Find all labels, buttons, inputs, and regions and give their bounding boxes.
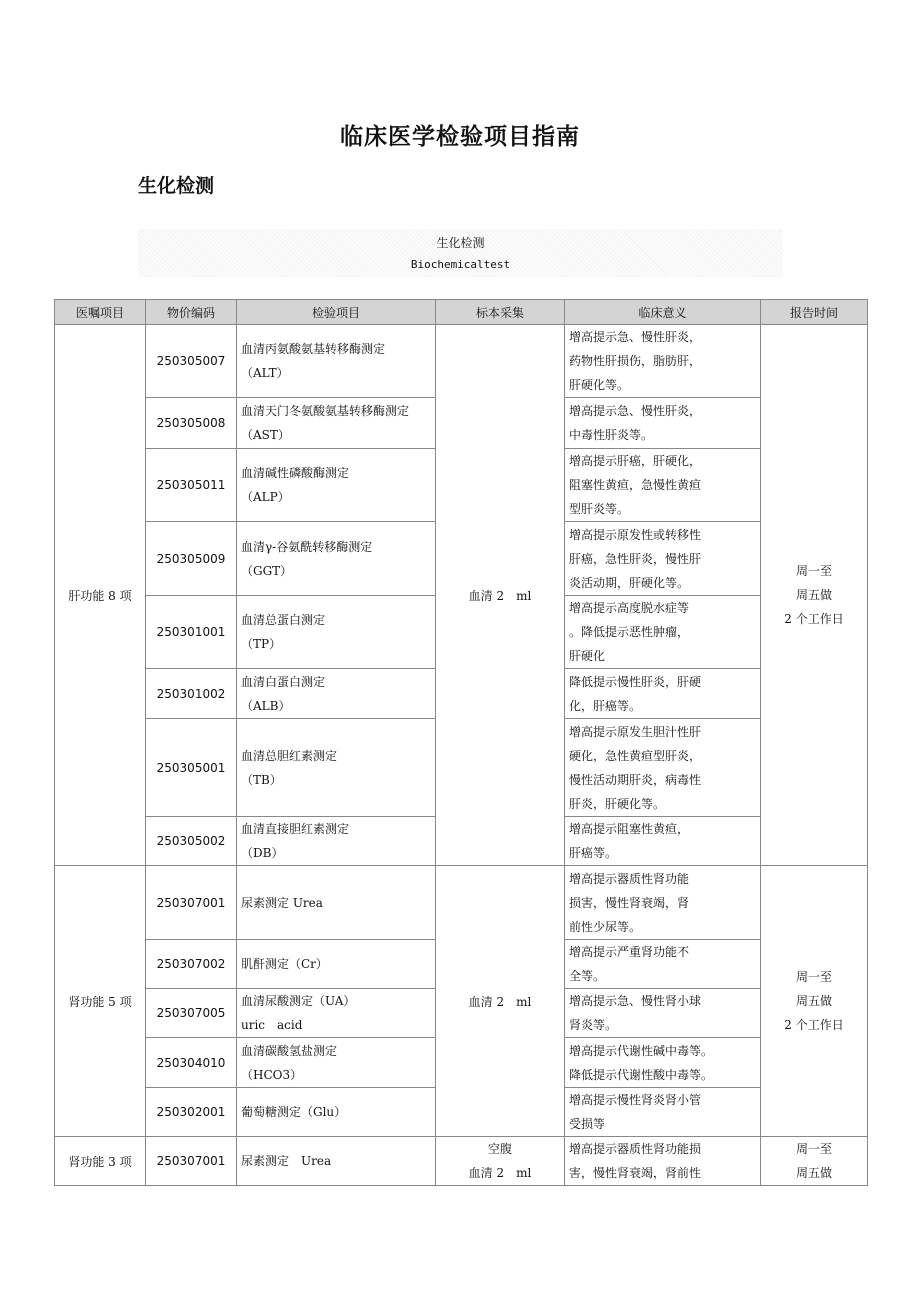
test-item-line: 血清天门冬氨酸氨基转移酶测定 — [241, 404, 410, 418]
clinical-meaning-cell — [565, 522, 761, 596]
meaning-line: 受损等 — [569, 1117, 606, 1131]
meaning-line: 增高提示高度脱水症等 — [569, 601, 690, 615]
test-item-cell — [237, 596, 436, 669]
clinical-meaning-cell — [565, 1088, 761, 1137]
meaning-line: 增高提示肝癌，肝硬化， — [569, 454, 702, 468]
meaning-line: 增高提示原发性或转移性 — [569, 527, 702, 542]
meaning-line: 阻塞性黄疸，急慢性黄疸 — [569, 478, 702, 492]
test-item-line: 血清碱性磷酸酶测定 — [241, 466, 350, 480]
header-cell: 标本采集 — [436, 300, 565, 325]
banner-title: 生化检测 — [436, 236, 485, 250]
clinical-meaning-cell — [565, 449, 761, 522]
test-item-line: 血清γ-谷氨酰转移酶测定 — [241, 539, 373, 554]
meaning-line: 增高提示慢性肾炎肾小管 — [569, 1093, 702, 1107]
meaning-line: 增高提示急、慢性肝炎， — [569, 404, 702, 418]
test-item-cell — [237, 669, 436, 719]
price-code-cell: 250307005 — [146, 989, 237, 1038]
test-item-line: 血清丙氨酸氨基转移酶测定 — [241, 342, 386, 356]
report-time-line: 周五做 — [795, 994, 832, 1008]
test-item-line: 血清总蛋白测定 — [241, 613, 326, 627]
meaning-line: 炎活动期，肝硬化等。 — [569, 575, 690, 590]
test-item-line: 葡萄糖测定（Glu） — [241, 1105, 347, 1119]
test-item-line: uric acid — [241, 1018, 303, 1032]
test-item-line: （TB） — [241, 772, 282, 787]
price-code-cell: 250304010 — [146, 1038, 237, 1088]
report-time-line: 周一至 — [795, 564, 832, 578]
price-code-cell: 250301002 — [146, 669, 237, 719]
specimen-cell — [436, 1137, 565, 1186]
table-row — [55, 866, 868, 940]
meaning-line: 增高提示器质性肾功能 — [569, 871, 690, 886]
header-cell: 报告时间 — [761, 300, 868, 325]
meaning-line: 慢性活动期肝炎，病毒性 — [569, 772, 702, 787]
meaning-line: 降低提示代谢性酸中毒等。 — [569, 1067, 714, 1082]
meaning-line: 肾炎等。 — [569, 1018, 618, 1032]
meaning-line: 肝硬化等。 — [569, 378, 630, 392]
price-code-cell: 250305011 — [146, 449, 237, 522]
report-time-cell — [761, 325, 868, 866]
test-item-cell — [237, 449, 436, 522]
meaning-line: 损害，慢性肾衰竭，肾 — [569, 895, 690, 910]
price-code-cell: 250305008 — [146, 398, 237, 449]
meaning-line: 硬化，急性黄疸型肝炎， — [569, 748, 702, 763]
test-item-cell — [237, 1137, 436, 1186]
test-table — [54, 299, 868, 1186]
table-row — [55, 325, 868, 398]
meaning-line: 肝癌等。 — [569, 846, 618, 860]
test-item-cell — [237, 1038, 436, 1088]
meaning-line: 降低提示慢性肝炎，肝硬 — [569, 674, 702, 689]
test-item-line: 血清直接胆红素测定 — [241, 822, 350, 836]
test-item-line: 血清碳酸氢盐测定 — [241, 1043, 338, 1058]
report-time-line: 周一至 — [795, 970, 832, 984]
order-item-cell: 肾功能 5 项 — [55, 866, 146, 1137]
header-cell: 检验项目 — [237, 300, 436, 325]
banner-subtitle: Biochemicaltest — [410, 258, 511, 271]
meaning-line: 增高提示器质性肾功能损 — [569, 1142, 702, 1156]
meaning-line: 全等。 — [569, 969, 606, 983]
section-banner — [138, 229, 783, 277]
header-cell: 临床意义 — [565, 300, 761, 325]
test-item-line: 血清尿酸测定（UA） — [241, 994, 356, 1008]
clinical-meaning-cell — [565, 817, 761, 866]
test-item-line: （DB） — [241, 846, 284, 860]
specimen-cell: 血清 2 ml — [436, 866, 565, 1137]
meaning-line: 增高提示严重肾功能不 — [569, 945, 690, 959]
test-item-line: （HCO3） — [241, 1067, 303, 1082]
clinical-meaning-cell — [565, 596, 761, 669]
report-time-line: 2 个工作日 — [784, 612, 844, 626]
meaning-line: 化，肝癌等。 — [569, 698, 642, 713]
test-item-cell — [237, 817, 436, 866]
clinical-meaning-cell — [565, 866, 761, 940]
clinical-meaning-cell — [565, 989, 761, 1038]
clinical-meaning-cell — [565, 398, 761, 449]
price-code-cell: 250305007 — [146, 325, 237, 398]
specimen-line: 血清 2 ml — [468, 1166, 532, 1180]
meaning-line: 药物性肝损伤，脂肪肝， — [569, 354, 702, 368]
meaning-line: 型肝炎等。 — [569, 502, 630, 516]
order-item-cell: 肾功能 3 项 — [55, 1137, 146, 1186]
meaning-line: 增高提示原发生胆汁性肝 — [569, 724, 702, 739]
test-item-line: 尿素测定 Urea — [241, 1154, 332, 1168]
test-item-line: 肌酐测定（Cr） — [241, 957, 328, 971]
test-item-line: （GGT） — [241, 563, 293, 578]
test-item-cell — [237, 522, 436, 596]
test-item-cell — [237, 398, 436, 449]
test-item-line: （ALT） — [241, 366, 289, 380]
test-item-cell — [237, 719, 436, 817]
test-item-cell — [237, 940, 436, 989]
meaning-line: 增高提示阻塞性黄疸， — [569, 822, 690, 836]
meaning-line: 害，慢性肾衰竭，肾前性 — [569, 1166, 702, 1180]
meaning-line: 肝炎，肝硬化等。 — [569, 796, 666, 811]
report-time-line: 周一至 — [795, 1142, 832, 1156]
meaning-line: 增高提示急、慢性肝炎， — [569, 330, 702, 344]
price-code-cell: 250307001 — [146, 1137, 237, 1186]
price-code-cell: 250305009 — [146, 522, 237, 596]
header-cell: 物价编码 — [146, 300, 237, 325]
clinical-meaning-cell — [565, 1038, 761, 1088]
section-title: 生化检测 — [138, 175, 215, 197]
test-item-cell — [237, 325, 436, 398]
header-cell: 医嘱项目 — [55, 300, 146, 325]
test-item-line: 血清白蛋白测定 — [241, 674, 326, 689]
price-code-cell: 250307001 — [146, 866, 237, 940]
meaning-line: 增高提示代谢性碱中毒等。 — [569, 1043, 714, 1058]
clinical-meaning-cell — [565, 325, 761, 398]
document-title: 临床医学检验项目指南 — [340, 124, 580, 150]
meaning-line: 前性少尿等。 — [569, 919, 642, 934]
report-time-line: 周五做 — [795, 588, 832, 602]
clinical-meaning-cell — [565, 719, 761, 817]
table-body — [55, 325, 868, 1186]
test-item-line: （AST） — [241, 428, 290, 442]
test-item-line: （ALB） — [241, 698, 291, 713]
price-code-cell: 250305001 — [146, 719, 237, 817]
report-time-line: 周五做 — [795, 1166, 832, 1180]
test-item-cell — [237, 1088, 436, 1137]
meaning-line: 中毒性肝炎等。 — [569, 428, 654, 442]
price-code-cell: 250307002 — [146, 940, 237, 989]
meaning-line: 肝硬化 — [569, 649, 606, 663]
price-code-cell: 250301001 — [146, 596, 237, 669]
specimen-line: 空腹 — [487, 1142, 512, 1156]
report-time-cell — [761, 866, 868, 1137]
table-header-row — [55, 300, 868, 325]
price-code-cell: 250302001 — [146, 1088, 237, 1137]
test-item-cell — [237, 866, 436, 940]
clinical-meaning-cell — [565, 669, 761, 719]
order-item-cell: 肝功能 8 项 — [55, 325, 146, 866]
test-item-line: 血清总胆红素测定 — [241, 748, 338, 763]
test-item-cell — [237, 989, 436, 1038]
test-item-line: （TP） — [241, 637, 282, 651]
price-code-cell: 250305002 — [146, 817, 237, 866]
specimen-cell: 血清 2 ml — [436, 325, 565, 866]
meaning-line: 增高提示急、慢性肾小球 — [569, 994, 702, 1008]
report-time-cell — [761, 1137, 868, 1186]
report-time-line: 2 个工作日 — [784, 1018, 844, 1032]
table-row — [55, 1137, 868, 1186]
test-item-line: （ALP） — [241, 490, 290, 504]
test-item-line: 尿素测定 Urea — [241, 895, 323, 910]
clinical-meaning-cell — [565, 1137, 761, 1186]
meaning-line: 肝癌，急性肝炎，慢性肝 — [569, 551, 702, 566]
clinical-meaning-cell — [565, 940, 761, 989]
meaning-line: 。降低提示恶性肿瘤， — [569, 625, 690, 639]
